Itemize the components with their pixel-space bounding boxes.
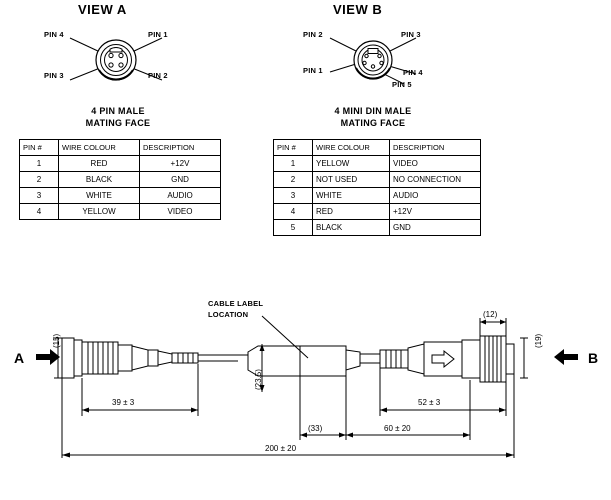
view-a-pin4-label: PIN 4 xyxy=(44,30,64,39)
cell-desc: GND xyxy=(140,172,221,188)
view-b-caption-line1: 4 MINI DIN MALE xyxy=(334,106,412,116)
cell-desc: VIDEO xyxy=(140,204,221,220)
cell-colour: WHITE xyxy=(59,188,140,204)
dim-knurl-length: (12) xyxy=(483,310,498,319)
cable-label-note xyxy=(208,298,263,320)
cell-colour: YELLOW xyxy=(59,204,140,220)
cell-pin: 1 xyxy=(274,156,313,172)
cell-colour: WHITE xyxy=(313,188,390,204)
view-b-pin1-label: PIN 1 xyxy=(303,66,323,75)
table-row xyxy=(274,156,481,172)
cell-colour: NOT USED xyxy=(313,172,390,188)
end-b-marker: B xyxy=(588,350,599,366)
view-a-pinout-table xyxy=(19,139,221,220)
cell-desc: +12V xyxy=(140,156,221,172)
view-b-caption xyxy=(293,105,453,129)
cell-desc: +12V xyxy=(390,204,481,220)
cell-pin: 3 xyxy=(274,188,313,204)
cell-pin: 5 xyxy=(274,220,313,236)
view-a-pin1-label: PIN 1 xyxy=(148,30,168,39)
cable-label-note-line2: LOCATION xyxy=(208,310,249,319)
col-pin: PIN # xyxy=(20,140,59,156)
view-a-title: VIEW A xyxy=(78,2,127,17)
cell-pin: 2 xyxy=(274,172,313,188)
dim-right-connector-dia: (19) xyxy=(534,333,543,348)
dim-mid-length: 60 ± 20 xyxy=(384,424,411,433)
cell-colour: YELLOW xyxy=(313,156,390,172)
cell-pin: 1 xyxy=(20,156,59,172)
dim-left-connector-dia: (15) xyxy=(52,333,61,348)
col-description: DESCRIPTION xyxy=(390,140,481,156)
view-a-pin3-label: PIN 3 xyxy=(44,71,64,80)
dim-overall-length: 200 ± 20 xyxy=(265,444,297,453)
table-row xyxy=(274,172,481,188)
cable-assembly-drawing xyxy=(0,280,611,495)
cell-colour: RED xyxy=(313,204,390,220)
cell-colour: RED xyxy=(59,156,140,172)
dim-cable-drop: (23.5) xyxy=(254,369,263,390)
view-b-title: VIEW B xyxy=(333,2,383,17)
table-header-row xyxy=(274,140,481,156)
dim-left-length: 39 ± 3 xyxy=(112,398,135,407)
table-row xyxy=(20,188,221,204)
end-a-marker: A xyxy=(14,350,25,366)
view-a-pin2-label: PIN 2 xyxy=(148,71,168,80)
cell-desc: GND xyxy=(390,220,481,236)
cell-pin: 4 xyxy=(274,204,313,220)
table-row xyxy=(274,204,481,220)
col-pin: PIN # xyxy=(274,140,313,156)
cell-desc: AUDIO xyxy=(390,188,481,204)
table-row xyxy=(274,188,481,204)
view-b-caption-line2: MATING FACE xyxy=(340,118,406,128)
view-a-caption-line2: MATING FACE xyxy=(85,118,151,128)
col-description: DESCRIPTION xyxy=(140,140,221,156)
view-b-pin4-label: PIN 4 xyxy=(403,68,423,77)
table-header-row xyxy=(20,140,221,156)
cell-desc: VIDEO xyxy=(390,156,481,172)
cell-desc: AUDIO xyxy=(140,188,221,204)
view-b-pin5-label: PIN 5 xyxy=(392,80,412,89)
view-a-caption-line1: 4 PIN MALE xyxy=(91,106,145,116)
cell-colour: BLACK xyxy=(59,172,140,188)
cell-pin: 4 xyxy=(20,204,59,220)
cell-pin: 3 xyxy=(20,188,59,204)
cable-label-note-line1: CABLE LABEL xyxy=(208,299,264,308)
view-b-pin3-label: PIN 3 xyxy=(401,30,421,39)
col-wire-colour: WIRE COLOUR xyxy=(313,140,390,156)
dim-right-length: 52 ± 3 xyxy=(418,398,441,407)
table-row xyxy=(20,156,221,172)
table-row xyxy=(20,172,221,188)
table-row xyxy=(20,204,221,220)
cell-colour: BLACK xyxy=(313,220,390,236)
view-b-pinout-table xyxy=(273,139,481,236)
dim-branch-length: (33) xyxy=(308,424,323,433)
cell-pin: 2 xyxy=(20,172,59,188)
cell-desc: NO CONNECTION xyxy=(390,172,481,188)
table-row xyxy=(274,220,481,236)
view-a-caption xyxy=(38,105,198,129)
view-b-pin2-label: PIN 2 xyxy=(303,30,323,39)
col-wire-colour: WIRE COLOUR xyxy=(59,140,140,156)
